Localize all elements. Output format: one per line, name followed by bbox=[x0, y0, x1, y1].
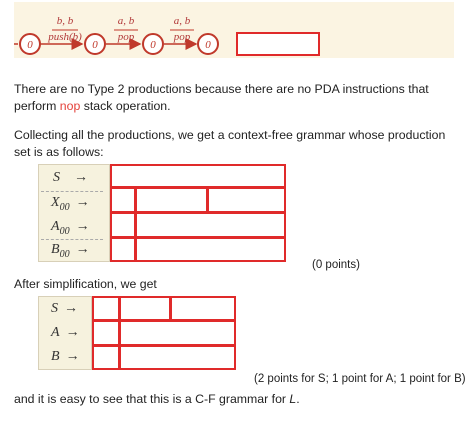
transition-input-3: a, b bbox=[173, 15, 191, 27]
language-symbol: L bbox=[289, 392, 297, 406]
grammar2-row-s bbox=[51, 301, 78, 317]
grammar1-lhs-panel bbox=[38, 164, 110, 262]
grammar2-a-input-2[interactable] bbox=[119, 320, 236, 346]
grammar1-x00-input-3[interactable] bbox=[207, 187, 286, 213]
grammar1-a00-input-2[interactable] bbox=[135, 212, 286, 238]
arrow-icon: → bbox=[64, 301, 78, 316]
paragraph-conclusion bbox=[14, 391, 464, 408]
grammar2-b-input-2[interactable] bbox=[119, 345, 236, 370]
grammar2-s-input-2[interactable] bbox=[119, 296, 171, 321]
paragraph-no-type2 bbox=[14, 81, 464, 115]
paragraph-collecting: Collecting all the productions, we get a context-free grammar whose production set is as follows: bbox=[14, 128, 446, 159]
para1-tail: stack operation. bbox=[80, 99, 171, 113]
grammar1-x00-input-2[interactable] bbox=[135, 187, 208, 213]
grammar2-symbol: B bbox=[51, 349, 60, 364]
pda-answer-box[interactable] bbox=[236, 32, 320, 56]
grammar1-points: (0 points) bbox=[312, 259, 360, 271]
grammar1-x00-input-1[interactable] bbox=[110, 187, 136, 213]
arrow-icon: → bbox=[74, 170, 88, 185]
grammar1-row-b00 bbox=[51, 242, 90, 260]
pda-graph bbox=[14, 2, 454, 58]
grammar1-symbol: X bbox=[51, 195, 60, 210]
arrow-icon: → bbox=[75, 195, 90, 210]
row-divider bbox=[41, 191, 103, 192]
grammar2-symbol: S bbox=[51, 301, 58, 316]
state-label-1: 0 bbox=[27, 39, 33, 51]
grammar1-b00-input-1[interactable] bbox=[110, 237, 136, 262]
row-divider bbox=[41, 239, 103, 240]
grammar1-symbol: S bbox=[53, 170, 60, 185]
grammar1-subscript: 00 bbox=[59, 226, 70, 237]
arrow-icon: → bbox=[75, 219, 90, 234]
grammar1-symbol: B bbox=[51, 242, 60, 257]
arrow-icon: → bbox=[75, 242, 90, 257]
para1-text: There are no Type 2 productions because there are no PDA instructions that perform bbox=[14, 82, 429, 113]
grammar2-s-input-3[interactable] bbox=[170, 296, 236, 321]
arrow-icon: → bbox=[65, 349, 80, 364]
transition-input-1: b, b bbox=[56, 15, 74, 27]
grammar2-lhs-panel bbox=[38, 296, 92, 370]
grammar1-symbol: A bbox=[51, 219, 60, 234]
para4-text: and it is easy to see that this is a C-F grammar for bbox=[14, 392, 290, 406]
nop-keyword: nop bbox=[59, 99, 81, 113]
grammar2-symbol: A bbox=[51, 325, 60, 340]
state-label-4: 0 bbox=[205, 39, 211, 51]
grammar2-s-input-1[interactable] bbox=[92, 296, 120, 321]
grammar1-a00-input-1[interactable] bbox=[110, 212, 136, 238]
grammar1-b00-input-2[interactable] bbox=[135, 237, 286, 262]
grammar1-subscript: 00 bbox=[59, 249, 70, 260]
grammar1-row-s bbox=[53, 170, 88, 186]
grammar1-subscript: 00 bbox=[59, 202, 70, 213]
grammar2-b-input-1[interactable] bbox=[92, 345, 120, 370]
para4-tail: . bbox=[296, 392, 300, 406]
transition-op-1: push(b) bbox=[48, 31, 82, 43]
grammar1-row-x00 bbox=[51, 195, 90, 213]
grammar2-row-b bbox=[51, 349, 80, 365]
grammar1-row-a00 bbox=[51, 219, 90, 237]
grammar2-points: (2 points for S; 1 point for A; 1 point for B) bbox=[254, 373, 466, 385]
state-label-2: 0 bbox=[92, 39, 98, 51]
arrow-icon: → bbox=[65, 325, 80, 340]
state-label-3: 0 bbox=[150, 39, 156, 51]
grammar2-a-input-1[interactable] bbox=[92, 320, 120, 346]
grammar2-row-a bbox=[51, 325, 80, 341]
transition-input-2: a, b bbox=[117, 15, 135, 27]
transition-op-3: pop bbox=[173, 31, 191, 43]
paragraph-after-simplification: After simplification, we get bbox=[14, 277, 157, 291]
grammar1-s-input[interactable] bbox=[110, 164, 286, 188]
transition-op-2: pop bbox=[117, 31, 135, 43]
pda-diagram bbox=[14, 2, 454, 58]
